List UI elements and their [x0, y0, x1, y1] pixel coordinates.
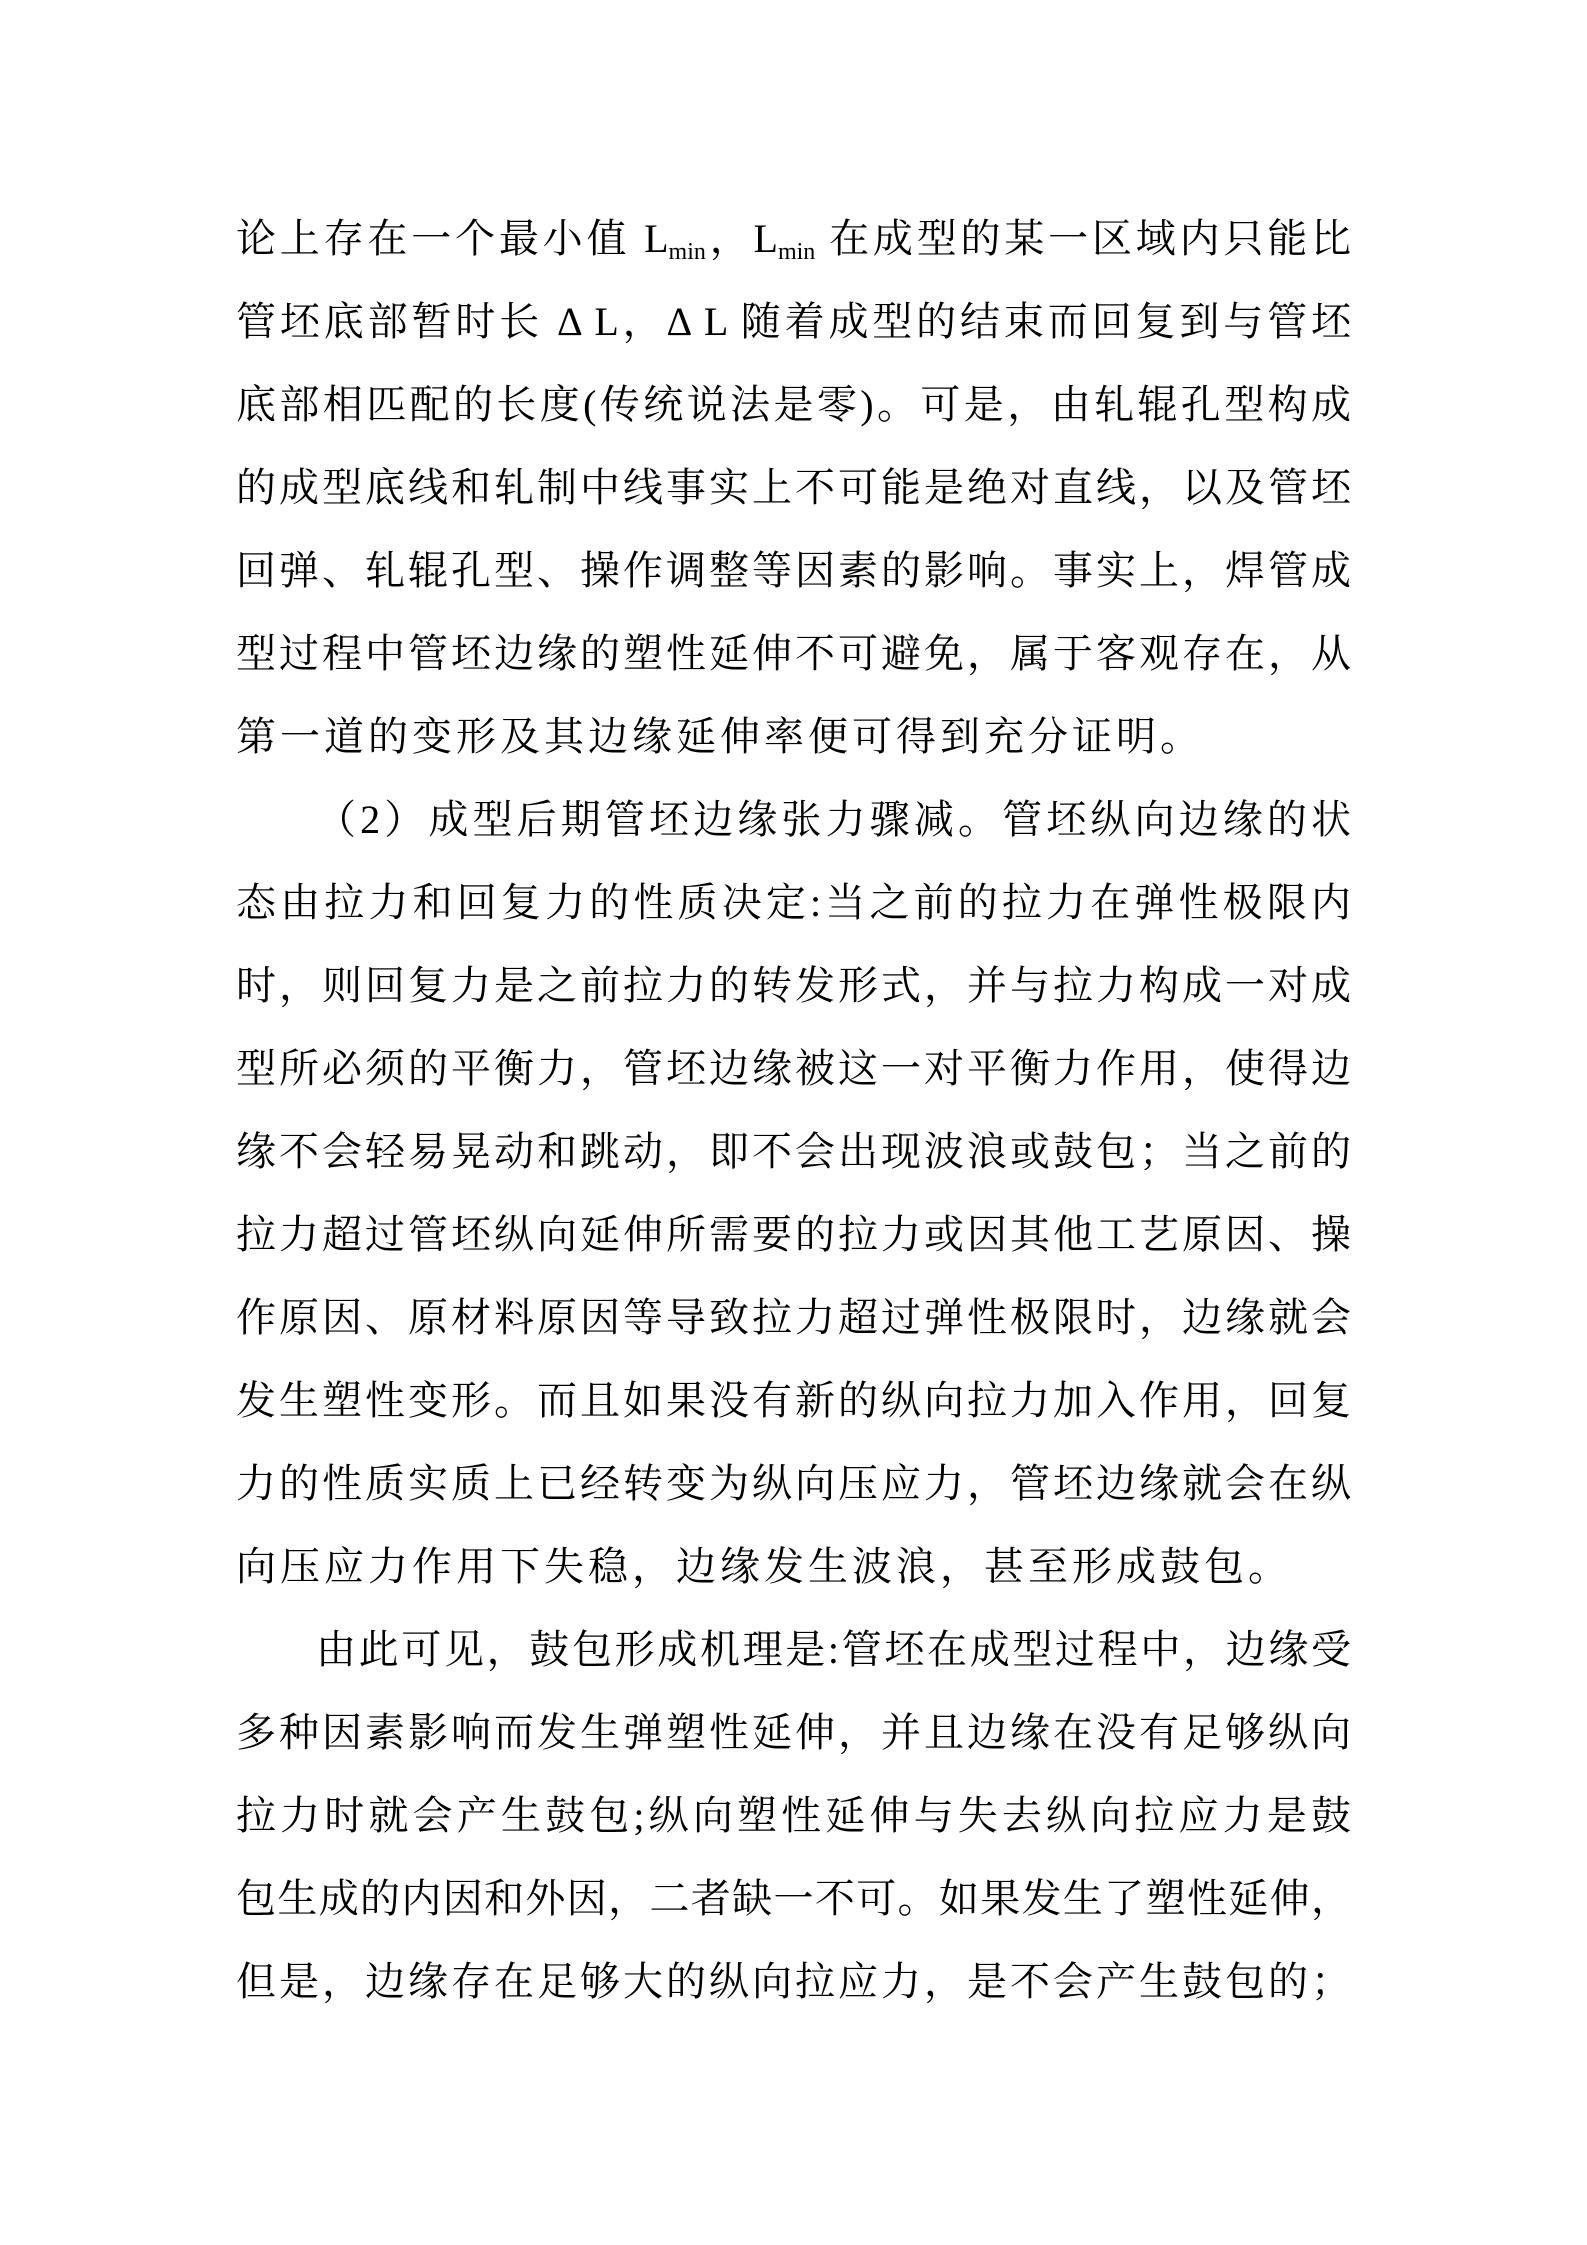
text-segment: 力的性质实质上已经转变为纵向压应力，管坯边缘就会在纵 [236, 1461, 1351, 1506]
text-line [236, 1691, 1351, 1774]
text-segment: 第一道的变形及其边缘延伸率便可得到充分证明。 [236, 714, 1204, 759]
text-segment: 由此可见，鼓包形成机理是:管坯在成型过程中，边缘受 [316, 1627, 1351, 1672]
text-line [236, 1774, 1351, 1857]
text-segment: 发生塑性变形。而且如果没有新的纵向拉力加入作用，回复 [236, 1378, 1351, 1423]
text-line [236, 197, 1351, 280]
text-segment: 多种因素影响而发生弹塑性延伸，并且边缘在没有足够纵向 [236, 1710, 1351, 1755]
text-line [236, 1359, 1351, 1442]
text-line [236, 1608, 1351, 1691]
text-segment: 但是，边缘存在足够大的纵向拉应力，是不会产生鼓包的； [236, 1959, 1351, 2004]
text-segment: 型过程中管坯边缘的塑性延伸不可避免，属于客观存在，从 [236, 631, 1351, 676]
text-line [236, 778, 1351, 861]
text-segment: 态由拉力和回复力的性质决定:当之前的拉力在弹性极限内 [236, 880, 1351, 925]
text-segment: 回弹、轧辊孔型、操作调整等因素的影响。事实上，焊管成 [236, 548, 1351, 593]
document-body [236, 197, 1351, 2023]
text-segment: 拉力时就会产生鼓包;纵向塑性延伸与失去纵向拉应力是鼓 [236, 1793, 1351, 1838]
text-line [236, 1110, 1351, 1193]
text-segment: 作原因、原材料原因等导致拉力超过弹性极限时，边缘就会 [236, 1295, 1351, 1340]
text-segment: 论上存在一个最小值 L [236, 216, 669, 261]
text-line [236, 1940, 1351, 2023]
subscript-text: min [668, 239, 706, 265]
subscript-text: min [777, 239, 816, 265]
text-line [236, 363, 1351, 446]
text-line [236, 1276, 1351, 1359]
text-line [236, 1857, 1351, 1940]
text-line [236, 612, 1351, 695]
text-segment: （2）成型后期管坯边缘张力骤减。管坯纵向边缘的状 [316, 797, 1351, 842]
text-segment: 时，则回复力是之前拉力的转发形式，并与拉力构成一对成 [236, 963, 1351, 1008]
text-line [236, 1027, 1351, 1110]
text-line [236, 529, 1351, 612]
text-segment: 在成型的某一区域内只能比 [815, 216, 1352, 261]
text-segment: 包生成的内因和外因，二者缺一不可。如果发生了塑性延伸， [236, 1876, 1351, 1921]
text-line [236, 446, 1351, 529]
text-line [236, 944, 1351, 1027]
text-line [236, 695, 1351, 778]
text-line [236, 1442, 1351, 1525]
text-segment: 向压应力作用下失稳，边缘发生波浪，甚至形成鼓包。 [236, 1544, 1292, 1589]
text-segment: ，L [705, 216, 778, 261]
text-segment: 底部相匹配的长度(传统说法是零)。可是，由轧辊孔型构成 [236, 382, 1351, 427]
text-segment: 拉力超过管坯纵向延伸所需要的拉力或因其他工艺原因、操 [236, 1212, 1351, 1257]
text-line [236, 280, 1351, 363]
text-segment: 缘不会轻易晃动和跳动，即不会出现波浪或鼓包；当之前的 [236, 1129, 1351, 1174]
text-segment: 的成型底线和轧制中线事实上不可能是绝对直线，以及管坯 [236, 465, 1351, 510]
text-line [236, 1193, 1351, 1276]
text-segment: 型所必须的平衡力，管坯边缘被这一对平衡力作用，使得边 [236, 1046, 1351, 1091]
text-line [236, 861, 1351, 944]
text-segment: 管坯底部暂时长 Δ L，Δ L 随着成型的结束而回复到与管坯 [236, 299, 1351, 344]
text-line [236, 1525, 1351, 1608]
